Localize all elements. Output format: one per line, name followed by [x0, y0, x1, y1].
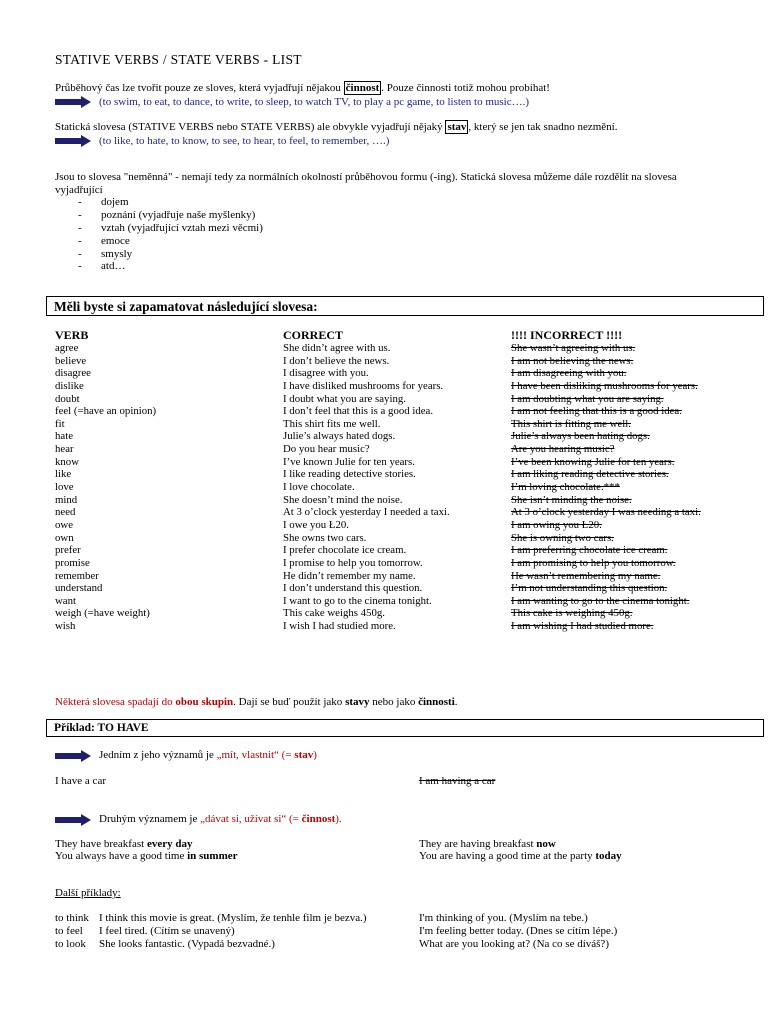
example-right: I'm feeling better today. (Dnes se cítím lépe.) — [419, 925, 618, 937]
table-row: owe — [55, 518, 73, 531]
have-car-incorrect: I am having a car — [419, 775, 496, 787]
good-time-summer: You always have a good time in summer — [55, 850, 238, 862]
table-row: She isn’t minding the noise. — [511, 493, 632, 506]
table-row: I’ve been knowing Julie for ten years. — [511, 455, 675, 468]
list-item: - atd… — [78, 260, 126, 273]
state-examples: (to like, to hate, to know, to see, to hear, to feel, to remember, ….) — [99, 135, 390, 147]
both-groups-highlight: obou skupin — [175, 696, 234, 708]
right-arrow-icon — [55, 814, 91, 826]
intro-state-sentence — [55, 121, 617, 134]
table-row: understand — [55, 582, 103, 595]
example-verb: to feel — [55, 925, 83, 937]
right-arrow-icon — [55, 96, 91, 108]
table-row: believe — [55, 354, 87, 367]
intro-unchanging-line1: Jsou to slovesa "neměnná" - nemají tedy za normálních okolností průběhovou formu (-ing). Statická slovesa můžeme dále rozdělit na slovesa — [55, 171, 677, 183]
table-row: She wasn’t agreeing with us. — [511, 342, 636, 354]
table-row: She didn’t agree with us. — [283, 342, 391, 354]
table-row: want — [55, 594, 76, 607]
table-row: like — [55, 468, 72, 481]
table-row: I prefer chocolate ice cream. — [283, 544, 407, 557]
table-row: At 3 o’clock yesterday I was needing a taxi. — [511, 506, 701, 519]
example-box — [46, 719, 764, 737]
table-row: I’ve known Julie for ten years. — [283, 455, 415, 468]
table-row: I’m loving chocolate.*** — [511, 481, 620, 494]
incorrect-header: !!!! INCORRECT !!!! — [511, 328, 623, 342]
good-time-today: You are having a good time at the party today — [419, 850, 622, 862]
both-groups-sentence: Některá slovesa spadají do obou skupin. Dají se buď použít jako stavy nebo jako činnosti. — [55, 696, 458, 708]
table-row: I am wishing I had studied more. — [511, 620, 654, 633]
category-list — [78, 196, 263, 273]
table-row: I don’t understand this question. — [283, 582, 423, 595]
table-row: doubt — [55, 392, 80, 405]
table-row: I have been disliking mushrooms for years. — [511, 379, 698, 392]
example-left: I feel tired. (Cítím se unavený) — [99, 925, 235, 937]
table-row: mind — [55, 493, 78, 506]
intro-unchanging-line2: vyjadřující — [55, 184, 103, 196]
keyword-cinnost: činnost — [345, 82, 380, 94]
example-left: I think this movie is great. (Myslím, že tenhle film je bezva.) — [99, 912, 367, 924]
table-row: This cake weighs 450g. — [283, 607, 385, 620]
table-row: I disagree with you. — [283, 367, 369, 380]
example-verb: to think — [55, 912, 89, 924]
table-row: Julie’s always been hating dogs. — [511, 430, 650, 443]
have-car-correct: I have a car — [55, 775, 106, 787]
example-left: She looks fantastic. (Vypadá bezvadné.) — [99, 938, 275, 950]
table-row: I am disagreeing with you. — [511, 367, 627, 380]
table-row: own — [55, 531, 74, 544]
table-row: She owns two cars. — [283, 531, 367, 544]
table-row: I promise to help you tomorrow. — [283, 556, 423, 569]
breakfast-every-day: They have breakfast every day — [55, 838, 193, 850]
table-row: need — [55, 506, 76, 519]
table-row: She is owning two cars. — [511, 531, 614, 544]
table-row: I am preferring chocolate ice cream. — [511, 544, 668, 557]
table-row: Do you hear music? — [283, 443, 370, 456]
table-row: I am wanting to go to the cinema tonight. — [511, 594, 690, 607]
table-row: I owe you Ł20. — [283, 518, 349, 531]
table-row: dislike — [55, 379, 84, 392]
incorrect-column — [511, 329, 701, 633]
table-row: hear — [55, 443, 74, 456]
table-row: weigh (=have weight) — [55, 607, 150, 620]
table-row: I love chocolate. — [283, 481, 355, 494]
intro-state-pre: Statická slovesa (STATIVE VERBS nebo STATE VERBS) ale obvykle vyjadřují nějaký — [55, 121, 446, 133]
table-row: disagree — [55, 367, 91, 380]
meaning-1-sentence: Jedním z jeho významů je „mít, vlastnit“ (= stav) — [99, 749, 317, 761]
table-row: I doubt what you are saying. — [283, 392, 406, 405]
table-row: She doesn’t mind the noise. — [283, 493, 403, 506]
list-item: - dojem — [78, 196, 129, 208]
keyword-stav: stav — [447, 121, 467, 133]
table-row: I am promising to help you tomorrow. — [511, 556, 676, 569]
intro-activity-sentence — [55, 82, 550, 95]
intro-state-post: , který se jen tak snadno nezmění. — [468, 121, 618, 133]
list-item: - smysly — [78, 247, 133, 260]
section-title-box — [46, 296, 764, 316]
table-row: I am not believing the news. — [511, 354, 634, 367]
list-item: - vztah (vyjadřující vztah mezi věcmi) — [78, 221, 263, 234]
table-row: I am liking reading detective stories. — [511, 468, 669, 481]
table-row: prefer — [55, 544, 81, 557]
table-row: I am owing you Ł20. — [511, 518, 602, 531]
table-row: I have disliked mushrooms for years. — [283, 379, 444, 392]
example-right: What are you looking at? (Na co se díváš?) — [419, 938, 609, 950]
activity-examples: (to swim, to eat, to dance, to write, to sleep, to watch TV, to play a pc game, to listen to music….) — [99, 96, 530, 108]
table-row: fit — [55, 417, 65, 430]
table-row: know — [55, 455, 79, 468]
intro-activity-post: . Pouze činnosti totiž mohou probíhat! — [381, 82, 550, 94]
example-right: I'm thinking of you. (Myslím na tebe.) — [419, 912, 588, 924]
list-item: - poznání (vyjadřuje naše myšlenky) — [78, 208, 256, 221]
example-verb: to look — [55, 938, 86, 950]
meaning-2-sentence: Druhým významem je „dávat si, užívat si“ (= činnost). — [99, 813, 342, 825]
example-title: Příklad: TO HAVE — [54, 722, 149, 734]
table-row: agree — [55, 342, 79, 354]
table-row: He didn’t remember my name. — [283, 569, 416, 582]
table-row: At 3 o’clock yesterday I needed a taxi. — [283, 506, 450, 519]
table-row: He wasn’t remembering my name. — [511, 569, 661, 582]
table-row: I like reading detective stories. — [283, 468, 416, 481]
table-row: Are you hearing music? — [511, 443, 615, 456]
table-row: I’m not understanding this question. — [511, 582, 668, 595]
table-row: promise — [55, 556, 90, 569]
intro-activity-pre: Průběhový čas lze tvořit pouze ze sloves, která vyjadřují nějakou — [55, 82, 344, 94]
correct-column — [283, 329, 450, 633]
table-row: wish — [55, 620, 76, 633]
verb-header: VERB — [55, 328, 89, 342]
verb-column — [55, 329, 156, 633]
table-row: This shirt fits me well. — [283, 417, 381, 430]
table-row: I don’t feel that this is a good idea. — [283, 405, 434, 418]
section-title: Měli byste si zapamatovat následující slovesa: — [54, 299, 318, 314]
right-arrow-icon — [55, 750, 91, 762]
table-row: I want to go to the cinema tonight. — [283, 594, 432, 607]
table-row: Julie’s always hated dogs. — [283, 430, 396, 443]
table-row: remember — [55, 569, 99, 582]
more-examples-heading: Další příklady: — [55, 887, 121, 899]
table-row: I am not feeling that this is a good idea. — [511, 405, 682, 418]
table-row: I don’t believe the news. — [283, 354, 390, 367]
breakfast-now: They are having breakfast now — [419, 838, 556, 850]
table-row: love — [55, 481, 74, 494]
table-row: This shirt is fitting me well. — [511, 417, 631, 430]
right-arrow-icon — [55, 135, 91, 147]
correct-header: CORRECT — [283, 328, 344, 342]
list-item: - emoce — [78, 234, 130, 247]
page-title: STATIVE VERBS / STATE VERBS - LIST — [55, 52, 302, 67]
table-row: This cake is weighing 450g. — [511, 607, 633, 620]
table-row: hate — [55, 430, 73, 443]
table-row: feel (=have an opinion) — [55, 405, 157, 418]
table-row: I wish I had studied more. — [283, 620, 396, 633]
table-row: I am doubting what you are saying. — [511, 392, 664, 405]
